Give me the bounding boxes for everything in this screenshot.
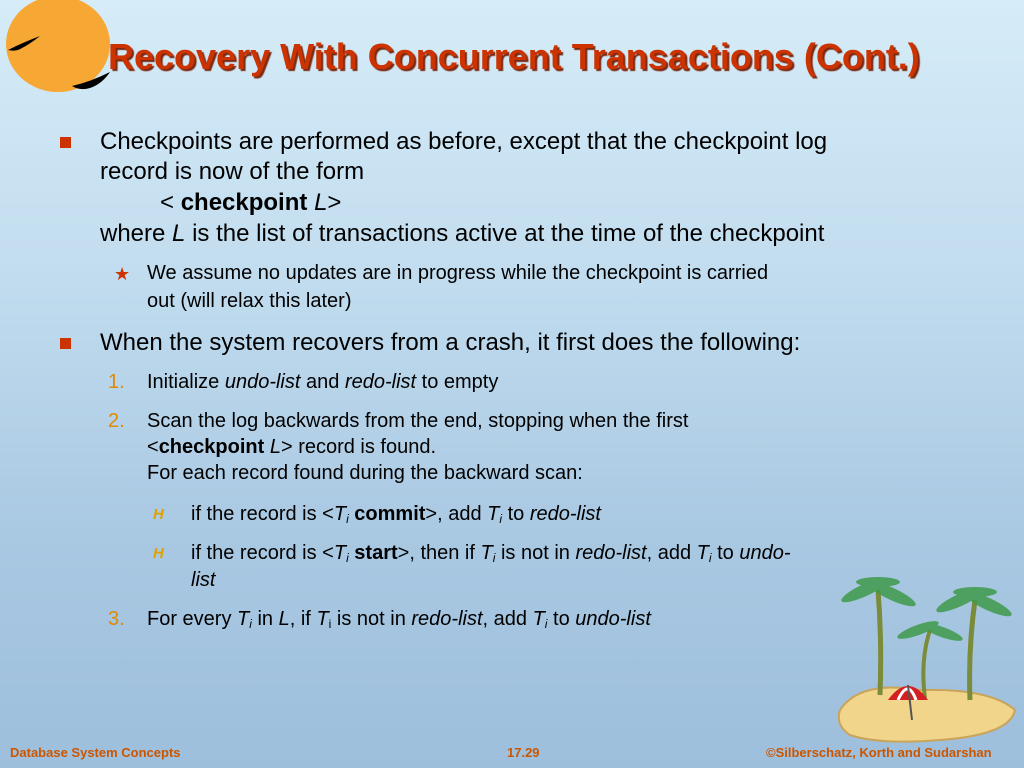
s3-i: i [249,617,252,631]
sub2-list2b: list [191,569,216,591]
sub1-list: redo-list [529,503,601,525]
s3-list2: undo-list [575,608,651,630]
sub2-T2: T [480,542,493,564]
s3-comma-add: , add [482,608,528,630]
where-post: is the list of transactions active at the time of the checkpoint [192,220,825,247]
star-bullet-icon: ★ [114,264,131,284]
sub1-kw: commit [354,503,426,525]
step-2-sub-1 [191,503,601,526]
code-lt: < [160,189,175,216]
sub1-i: i [346,512,349,526]
step-number: 3. [108,608,125,630]
bullet-1-line-1: Checkpoints are performed as before, except that the checkpoint log [100,128,828,155]
s3-pre: For every [147,608,232,630]
sub1-T2: T [487,503,500,525]
step-2-line-3: For each record found during the backward scan: [147,462,583,484]
where-var: L [172,220,186,247]
h-bullet-icon: H [153,506,164,523]
s3-list1: redo-list [411,608,483,630]
code-var: L [314,189,328,216]
s3-i3: i [544,617,548,631]
checkpoint-record-format [160,189,341,217]
step-2-var: L [269,436,281,458]
palm-island-illustration [820,560,1020,760]
sub2-list2a: undo- [739,542,791,564]
step-1-mid: and [306,371,340,393]
bullet-1-where-line [100,220,824,248]
sub1-pre: if the record is < [191,503,334,525]
step-2-sub-2-line-2 [191,569,215,592]
step-1-post: to empty [421,371,499,393]
h-bullet-icon: H [153,545,164,562]
sub2-pre: if the record is < [191,542,334,564]
bullet-square-icon [60,338,71,349]
undo-list-term: undo-list [224,371,301,393]
bullet-2-text: When the system recovers from a crash, it first does the following: [100,329,801,356]
sub2-notin: is not in [500,542,570,564]
s3-if: , if [289,608,311,630]
step-3-text [147,608,651,631]
footer-slide-number: 17.29 [507,745,540,760]
s3-T: T [237,608,250,630]
where-pre: where [100,220,166,247]
sub2-gt-then: >, then if [397,542,475,564]
sub2-kw: start [354,542,398,564]
step-1-pre: Initialize [147,371,220,393]
bullet-square-icon [60,137,71,148]
step-2-line-2 [147,436,436,459]
s3-L: L [278,608,290,630]
step-number: 2. [108,410,125,432]
step-2-lt: < [147,436,159,458]
s3-to: to [553,608,570,630]
sub2-to: to [717,542,734,564]
code-keyword: checkpoint [180,189,308,216]
sub2-T3: T [696,542,709,564]
code-gt: > [327,189,342,216]
sub-bullet-line-1: We assume no updates are in progress while the checkpoint is carried [147,262,769,284]
s3-T2: T [316,608,329,630]
sub2-i2: i [492,551,496,565]
step-2-sub-2-line-1 [191,542,791,565]
bullet-1-line-2: record is now of the form [100,158,365,185]
s3-in: in [257,608,274,630]
footer-course-title: Database System Concepts [10,745,181,760]
sub1-gt-add: >, add [425,503,482,525]
sub2-T: T [333,542,347,564]
sub2-i3: i [708,551,712,565]
sub1-to: to [507,503,525,525]
sub-bullet-line-2: out (will relax this later) [147,290,352,312]
step-2-line-1: Scan the log backwards from the end, stopping when the first [147,410,689,432]
sub2-list1: redo-list [575,542,647,564]
sub2-comma-add: , add [646,542,692,564]
s3-i2: i [328,617,332,631]
step-number: 1. [108,371,125,393]
sub1-T: T [333,503,347,525]
sub2-i: i [346,551,349,565]
step-2-post: > record is found. [280,436,437,458]
s3-notin: is not in [336,608,406,630]
s3-T3: T [532,608,545,630]
footer-copyright: ©Silberschatz, Korth and Sudarshan [766,745,992,760]
redo-list-term: redo-list [344,371,417,393]
slide-title: Recovery With Concurrent Transactions (Cont.) [108,36,920,77]
step-1-text [147,371,498,394]
step-2-keyword: checkpoint [158,436,265,458]
sub1-i2: i [499,512,503,526]
